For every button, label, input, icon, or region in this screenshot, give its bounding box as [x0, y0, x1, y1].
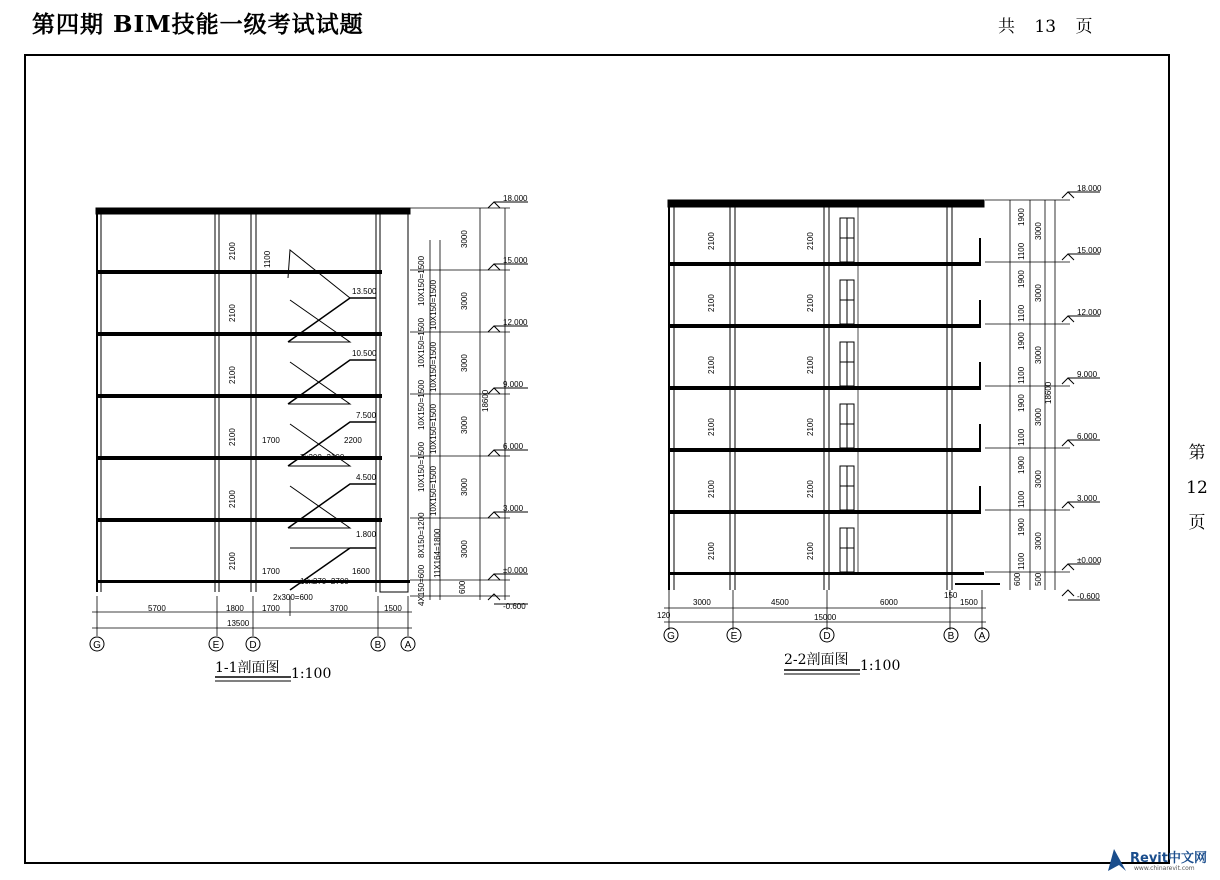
window-height: 2100 [806, 542, 815, 560]
page-number-value: 12 [1186, 478, 1208, 498]
elevation-label: -0.600 [1077, 592, 1100, 601]
window-height: 2100 [707, 294, 716, 312]
stair-dim: 11X164=1800 [433, 528, 442, 578]
axis-label: G [93, 640, 101, 651]
roof-slab [668, 200, 984, 207]
revit-logo [1106, 845, 1216, 877]
elevation-label: 6.000 [1077, 432, 1098, 441]
doors [840, 218, 854, 572]
floor-dim: 3000 [460, 540, 469, 558]
window-height: 2100 [707, 418, 716, 436]
window-height: 2100 [707, 542, 716, 560]
axis-label: D [249, 640, 257, 651]
elevation-label: 15.000 [1077, 246, 1102, 255]
span-dim: 3700 [330, 604, 348, 613]
total-span: 13500 [227, 619, 250, 628]
axis-label: E [730, 631, 738, 642]
sub-dim: 1900 [1017, 332, 1026, 350]
page-number-suffix: 页 [1188, 513, 1206, 533]
stair-dim: 10X150=1500 [429, 465, 438, 516]
misc-dim: 7x300=2100 [300, 453, 345, 462]
axis-label: E [212, 640, 220, 651]
horizontal-dimensions [92, 596, 412, 636]
window-height: 2100 [707, 480, 716, 498]
logo-word: Revit中文网 [1130, 851, 1207, 866]
section-scale: 1:100 [291, 666, 332, 682]
stair-dim: 8X150=1200 [417, 512, 426, 558]
span-dim: 6000 [880, 598, 898, 607]
landing-elevation: 10.500 [352, 349, 377, 358]
window-height: 2100 [806, 294, 815, 312]
misc-dim: 1600 [352, 567, 370, 576]
axis-label: B [947, 631, 955, 642]
balcony-rails [955, 238, 1000, 584]
total-height: 18600 [1044, 381, 1053, 404]
edge-dim: 120 [657, 611, 671, 620]
floor-dim: 3000 [460, 478, 469, 496]
window-height: 2100 [806, 418, 815, 436]
logo-url: www.chinarevit.com [1134, 865, 1195, 872]
elevation-label: ±0.000 [503, 566, 528, 575]
landing-elevation: 7.500 [356, 411, 377, 420]
floor-dim: 3000 [1034, 346, 1043, 364]
window-height: 2100 [707, 356, 716, 374]
misc-dim: 2x300=600 [273, 593, 313, 602]
floor-dim: 3000 [1034, 470, 1043, 488]
stair-dim: 10X150=1500 [417, 317, 426, 368]
elevation-label: 18.000 [1077, 184, 1102, 193]
floor-dim: 3000 [460, 416, 469, 434]
floor-dim: 3000 [1034, 284, 1043, 302]
span-dim: 150 [944, 591, 958, 600]
window-height: 2100 [228, 304, 237, 322]
span-dim: 4500 [771, 598, 789, 607]
axis-label: B [374, 640, 382, 651]
stair-dim: 10X150=1500 [429, 341, 438, 392]
floor-dim: 3000 [460, 230, 469, 248]
axis-label: G [667, 631, 675, 642]
elevation-label: 6.000 [503, 442, 524, 451]
elevation-label: 12.000 [1077, 308, 1102, 317]
stair-dim: 10X150=1500 [429, 403, 438, 454]
window-height: 2100 [228, 366, 237, 384]
stair-dim: 10X150=1500 [417, 255, 426, 306]
sub-dim: 1900 [1017, 456, 1026, 474]
stair-dim: 10X150=1500 [429, 279, 438, 330]
span-dim: 1500 [384, 604, 402, 613]
sub-dim: 1900 [1017, 270, 1026, 288]
sub-dim: 1100 [1017, 490, 1026, 508]
section-2-texts [657, 184, 1102, 674]
floor-dim: 3000 [1034, 222, 1043, 240]
misc-dim: 600 [458, 580, 467, 594]
landing-elevation: 4.500 [356, 473, 377, 482]
floor-dim: 3000 [1034, 408, 1043, 426]
landing-elevation: 1.800 [356, 530, 377, 539]
misc-dim: 2200 [344, 436, 362, 445]
page-number-prefix: 第 [1188, 443, 1206, 463]
misc-dim: 1700 [262, 436, 280, 445]
axis-label: A [404, 640, 412, 651]
elevation-label: -0.600 [503, 602, 526, 611]
elevation-label: 3.000 [1077, 494, 1098, 503]
sub-dim: 1100 [1017, 242, 1026, 260]
sub-dim: 1100 [1017, 304, 1026, 322]
elevation-label: 15.000 [503, 256, 528, 265]
elevation-label: ±0.000 [1077, 556, 1102, 565]
window-height: 2100 [707, 232, 716, 250]
balcony-a [380, 214, 408, 592]
landing-elevation: 13.500 [352, 287, 377, 296]
span-dim: 1500 [960, 598, 978, 607]
window-height: 2100 [806, 480, 815, 498]
window-height: 2100 [228, 552, 237, 570]
base-dim: 500 [1034, 572, 1043, 586]
section-caption: 2-2剖面图 [784, 652, 849, 668]
total-height: 18600 [481, 389, 490, 412]
section-scale: 1:100 [860, 658, 901, 674]
stair-flights [288, 250, 376, 590]
sub-dim: 1900 [1017, 518, 1026, 536]
elevation-label: 3.000 [503, 504, 524, 513]
section-caption: 1-1剖面图 [215, 660, 280, 676]
elevation-label: 18.000 [503, 194, 528, 203]
total-span: 15000 [814, 613, 837, 622]
window-height: 2100 [228, 242, 237, 260]
page-title: 第四期 BIM技能一级考试试题 [32, 11, 364, 38]
total-pages: 共 13 页 [998, 17, 1093, 37]
stair-dim: 4X150=600 [417, 564, 426, 606]
sub-dim: 1100 [1017, 552, 1026, 570]
window-height: 2100 [228, 428, 237, 446]
axis-label: A [978, 631, 986, 642]
span-dim: 1800 [226, 604, 244, 613]
window-height: 2100 [228, 490, 237, 508]
floor-dim: 3000 [460, 354, 469, 372]
sub-dim: 1100 [1017, 366, 1026, 384]
revit-logo-icon [1106, 847, 1128, 873]
sub-dim: 1900 [1017, 394, 1026, 412]
sub-dim: 1100 [1017, 428, 1026, 446]
sub-dim: 1900 [1017, 208, 1026, 226]
stair-dim: 10X150=1500 [417, 379, 426, 430]
roof-slab [96, 208, 410, 214]
base-dim: 600 [1013, 572, 1022, 586]
window-height: 2100 [806, 232, 815, 250]
elevation-label: 9.000 [503, 380, 524, 389]
vertical-dimensions [985, 200, 1070, 590]
elevation-label: 12.000 [503, 318, 528, 327]
floor-dim: 3000 [460, 292, 469, 310]
floor-dim: 3000 [1034, 532, 1043, 550]
stair-dim: 10X150=1500 [417, 441, 426, 492]
misc-dim: 1100 [263, 250, 272, 268]
horizontal-dimensions [664, 590, 986, 630]
span-dim: 5700 [148, 604, 166, 613]
elevation-label: 9.000 [1077, 370, 1098, 379]
misc-dim: 10x270=2700 [300, 577, 349, 586]
misc-dim: 1700 [262, 567, 280, 576]
axis-label: D [823, 631, 831, 642]
span-dim: 3000 [693, 598, 711, 607]
span-dim: 1700 [262, 604, 280, 613]
window-height: 2100 [806, 356, 815, 374]
